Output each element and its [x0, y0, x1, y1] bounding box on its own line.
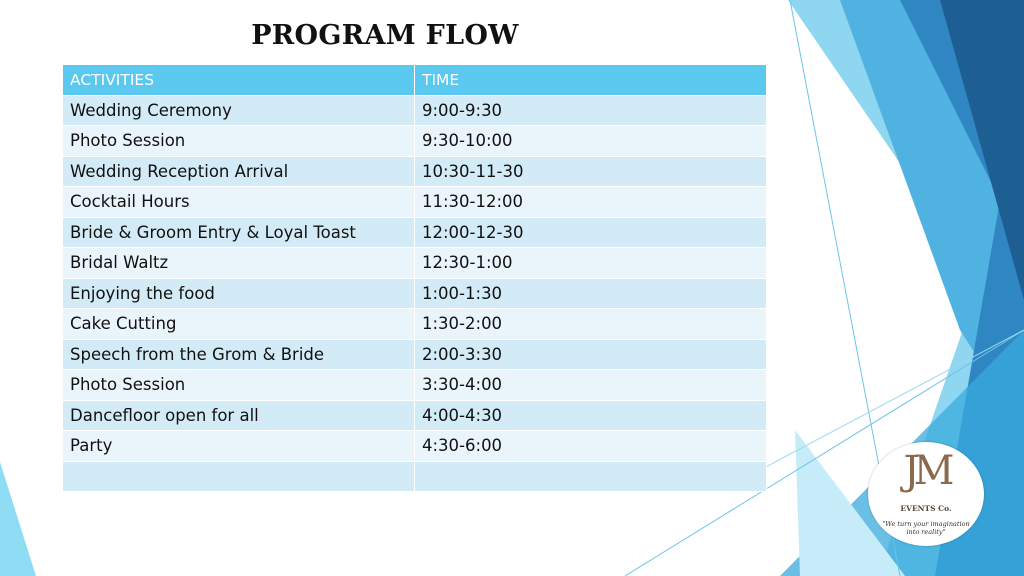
- activity-cell: Photo Session: [63, 126, 415, 157]
- activity-cell: Wedding Reception Arrival: [63, 156, 415, 187]
- table-row: [63, 339, 767, 370]
- time-cell: 9:00-9:30: [415, 95, 767, 126]
- table-header-row: [63, 65, 767, 96]
- table-row: [63, 156, 767, 187]
- activity-cell: [63, 461, 415, 492]
- table-row: [63, 95, 767, 126]
- activity-cell: Cake Cutting: [63, 309, 415, 340]
- time-cell: 10:30-11-30: [415, 156, 767, 187]
- activity-cell: Dancefloor open for all: [63, 400, 415, 431]
- activity-cell: Wedding Ceremony: [63, 95, 415, 126]
- table-row: [63, 187, 767, 218]
- time-cell: [415, 461, 767, 492]
- time-cell: 12:00-12-30: [415, 217, 767, 248]
- table-row-empty: [63, 461, 767, 492]
- time-cell: 1:30-2:00: [415, 309, 767, 340]
- column-header-activities: ACTIVITIES: [63, 65, 415, 96]
- time-cell: 1:00-1:30: [415, 278, 767, 309]
- table-row: [63, 309, 767, 340]
- table-row: [63, 400, 767, 431]
- program-flow-table: [62, 64, 767, 492]
- activity-cell: Photo Session: [63, 370, 415, 401]
- activity-cell: Enjoying the food: [63, 278, 415, 309]
- jm-events-logo: [868, 442, 984, 546]
- table-row: [63, 370, 767, 401]
- table-row: [63, 248, 767, 279]
- time-cell: 2:00-3:30: [415, 339, 767, 370]
- logo-monogram: JM: [903, 448, 949, 494]
- activity-cell: Bride & Groom Entry & Loyal Toast: [63, 217, 415, 248]
- time-cell: 12:30-1:00: [415, 248, 767, 279]
- table-row: [63, 126, 767, 157]
- time-cell: 4:30-6:00: [415, 431, 767, 462]
- table-row: [63, 431, 767, 462]
- activity-cell: Speech from the Grom & Bride: [63, 339, 415, 370]
- column-header-time: TIME: [415, 65, 767, 96]
- time-cell: 3:30-4:00: [415, 370, 767, 401]
- time-cell: 11:30-12:00: [415, 187, 767, 218]
- page-title: PROGRAM FLOW: [251, 20, 519, 51]
- logo-tagline: "We turn your imagination into reality": [882, 520, 970, 536]
- logo-company-name: EVENTS Co.: [900, 504, 952, 513]
- time-cell: 4:00-4:30: [415, 400, 767, 431]
- activity-cell: Party: [63, 431, 415, 462]
- activity-cell: Bridal Waltz: [63, 248, 415, 279]
- activity-cell: Cocktail Hours: [63, 187, 415, 218]
- time-cell: 9:30-10:00: [415, 126, 767, 157]
- table-row: [63, 217, 767, 248]
- left-corner-shape: [0, 462, 36, 576]
- table-row: [63, 278, 767, 309]
